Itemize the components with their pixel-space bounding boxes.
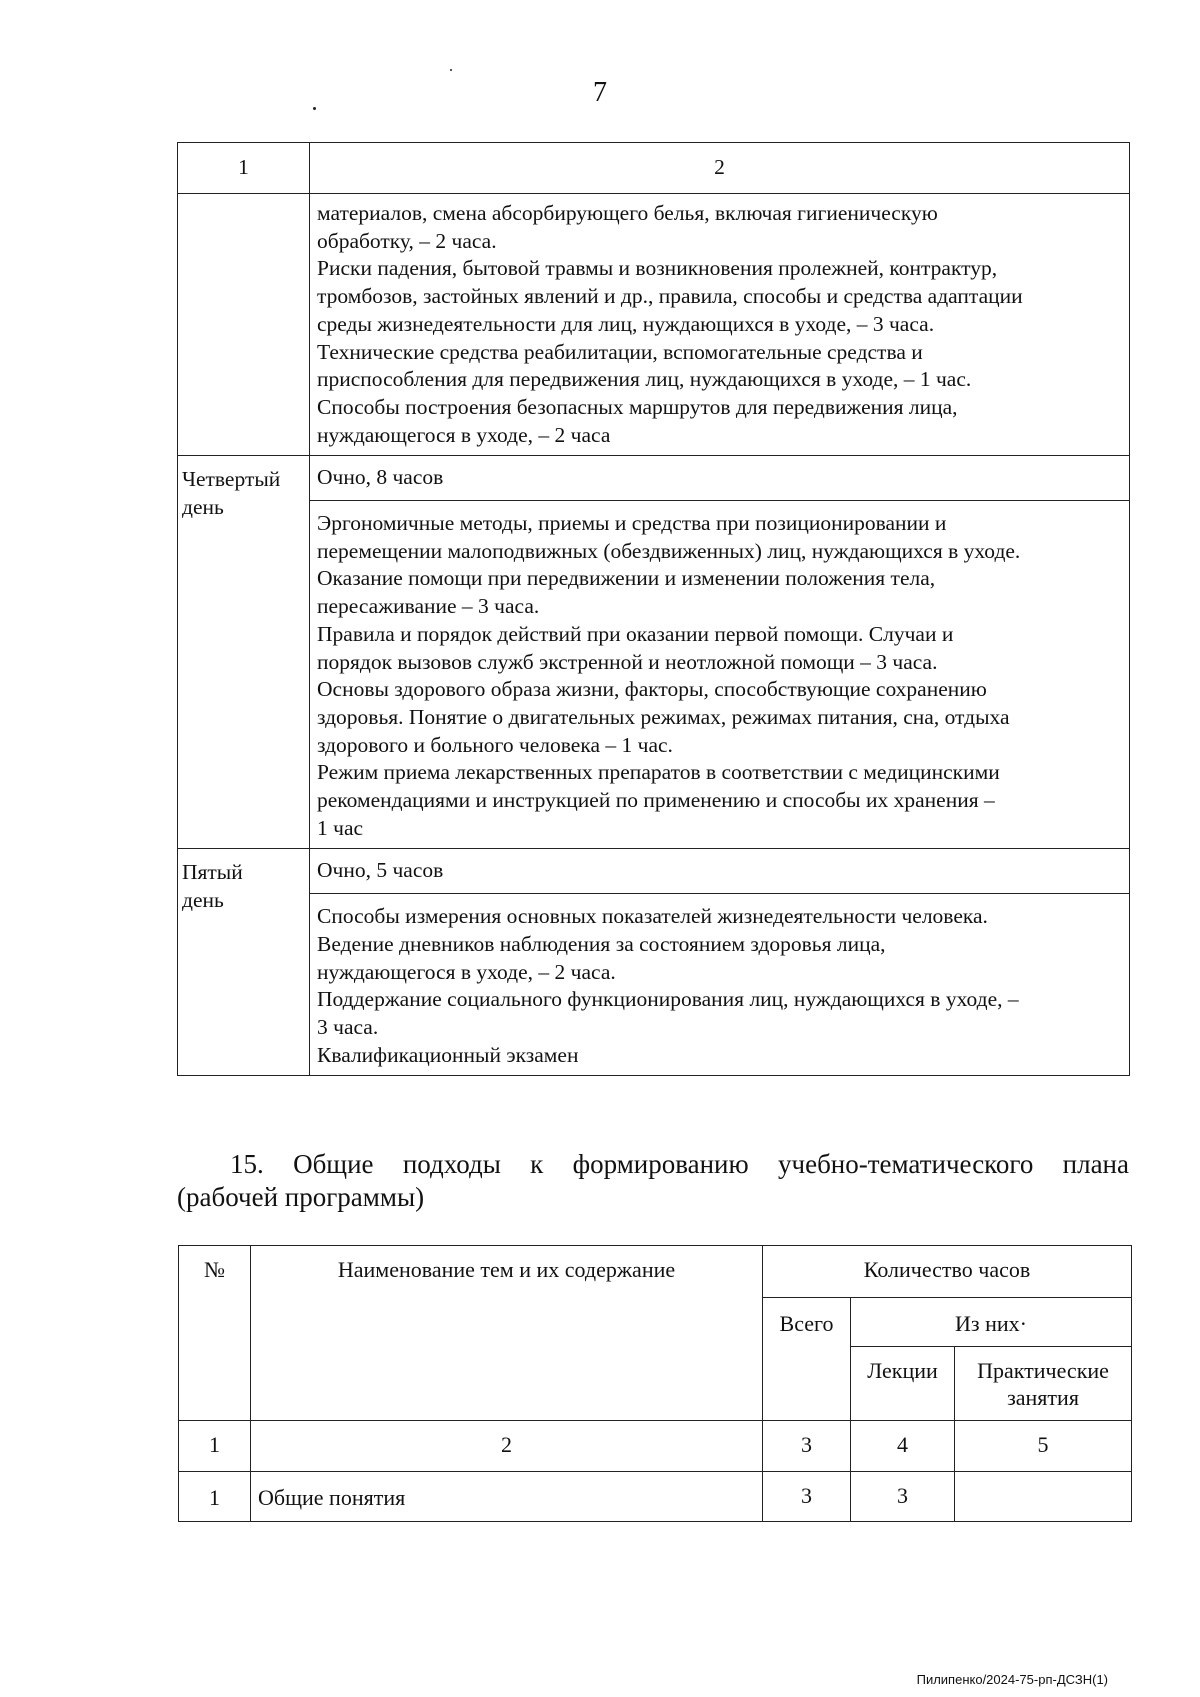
text-line: нуждающегося в уходе, – 2 часа xyxy=(317,422,611,447)
text-line: среды жизнедеятельности для лиц, нуждающихся в уходе, – 3 часа. xyxy=(317,311,935,336)
plan-header-hours: Количество часов xyxy=(763,1246,1132,1298)
section-15-heading xyxy=(177,1148,1129,1214)
text-line: перемещении малоподвижных (обездвиженных) лиц, нуждающихся в уходе. xyxy=(317,538,1021,563)
plan-header-lectures: Лекции xyxy=(851,1347,955,1421)
day4-mode-row xyxy=(178,456,1130,501)
scan-speck xyxy=(313,107,316,110)
plan-row-lectures: 3 xyxy=(851,1472,955,1522)
document-footer: Пилипенко/2024-75-рп-ДСЗН(1) xyxy=(916,1672,1108,1687)
schedule-header-col2: 2 xyxy=(310,143,1130,194)
page-number: 7 xyxy=(593,77,607,108)
text-line: 3 часа. xyxy=(317,1014,379,1039)
text-line: здорового и больного человека – 1 час. xyxy=(317,732,673,757)
day5-mode: Очно, 5 часов xyxy=(310,849,1130,894)
text-line: Правила и порядок действий при оказании первой помощи. Случаи и xyxy=(317,621,954,646)
schedule-header-row xyxy=(178,143,1130,194)
day4-content-row xyxy=(178,501,1130,849)
section-15-line1: 15. Общие подходы к формированию учебно-тематического плана xyxy=(230,1149,1129,1179)
text-line: Способы построения безопасных маршрутов для передвижения лица, xyxy=(317,394,958,419)
plan-header-total: Всего xyxy=(763,1298,851,1421)
day5-content xyxy=(310,894,1130,1076)
plan-numbering-cell: 3 xyxy=(763,1421,851,1472)
text-line: Квалификационный экзамен xyxy=(317,1042,579,1067)
text-line: обработку, – 2 часа. xyxy=(317,228,497,253)
plan-row-total: 3 xyxy=(763,1472,851,1522)
table-row xyxy=(179,1472,1132,1522)
text-line: Способы измерения основных показателей жизнедеятельности человека. xyxy=(317,904,988,929)
schedule-header-col1: 1 xyxy=(178,143,310,194)
plan-header-topic: Наименование тем и их содержание xyxy=(251,1246,763,1421)
schedule-continuation-row xyxy=(178,194,1130,456)
text-line: материалов, смена абсорбирующего белья, включая гигиеническую xyxy=(317,201,938,225)
day4-label: Четвертый день xyxy=(178,456,310,849)
text-line: Оказание помощи при передвижении и изменении положения тела, xyxy=(317,566,936,591)
day5-mode-row xyxy=(178,849,1130,894)
day5-label: Пятый день xyxy=(178,849,310,1076)
plan-row-practice xyxy=(955,1472,1132,1522)
plan-row-topic: Общие понятия xyxy=(251,1472,763,1522)
text-line: 1 час xyxy=(317,815,364,840)
text-line: здоровья. Понятие о двигательных режимах, режимах питания, сна, отдыха xyxy=(317,704,1010,729)
curriculum-plan-table xyxy=(178,1245,1132,1522)
schedule-table xyxy=(177,142,1130,1076)
schedule-continuation-text xyxy=(310,194,1130,456)
text-line: приспособления для передвижения лиц, нуждающихся в уходе, – 1 час. xyxy=(317,367,972,392)
text-line: Поддержание социального функционирования лиц, нуждающихся в уходе, – xyxy=(317,987,1019,1012)
plan-header-number: № xyxy=(179,1246,251,1421)
plan-numbering-cell: 2 xyxy=(251,1421,763,1472)
text-line: порядок вызовов служб экстренной и неотложной помощи – 3 часа. xyxy=(317,649,938,674)
day4-mode: Очно, 8 часов xyxy=(310,456,1130,501)
plan-row-number: 1 xyxy=(179,1472,251,1522)
day5-content-row xyxy=(178,894,1130,1076)
text-line: Основы здорового образа жизни, факторы, способствующие сохранению xyxy=(317,677,987,702)
text-line: Риски падения, бытовой травмы и возникновения пролежней, контрактур, xyxy=(317,256,998,281)
text-line: Технические средства реабилитации, вспомогательные средства и xyxy=(317,339,923,364)
plan-header-row-1 xyxy=(179,1246,1132,1298)
text-line: пересаживание – 3 часа. xyxy=(317,594,540,619)
plan-numbering-cell: 5 xyxy=(955,1421,1132,1472)
plan-header-of-them: Из них· xyxy=(851,1298,1132,1347)
text-line: Режим приема лекарственных препаратов в соответствии с медицинскими xyxy=(317,760,1000,785)
schedule-empty-cell xyxy=(178,194,310,456)
scan-speck xyxy=(450,69,452,71)
section-15-line2: (рабочей программы) xyxy=(177,1182,425,1212)
text-line: Ведение дневников наблюдения за состоянием здоровья лица, xyxy=(317,931,886,956)
plan-numbering-cell: 4 xyxy=(851,1421,955,1472)
plan-numbering-row xyxy=(179,1421,1132,1472)
plan-numbering-cell: 1 xyxy=(179,1421,251,1472)
text-line: тромбозов, застойных явлений и др., правила, способы и средства адаптации xyxy=(317,284,1023,309)
text-line: Эргономичные методы, приемы и средства при позиционировании и xyxy=(317,511,947,536)
day4-content xyxy=(310,501,1130,849)
plan-header-practice: Практические занятия xyxy=(955,1347,1132,1421)
text-line: рекомендациями и инструкцией по применению и способы их хранения – xyxy=(317,788,995,813)
text-line: нуждающегося в уходе, – 2 часа. xyxy=(317,959,616,984)
